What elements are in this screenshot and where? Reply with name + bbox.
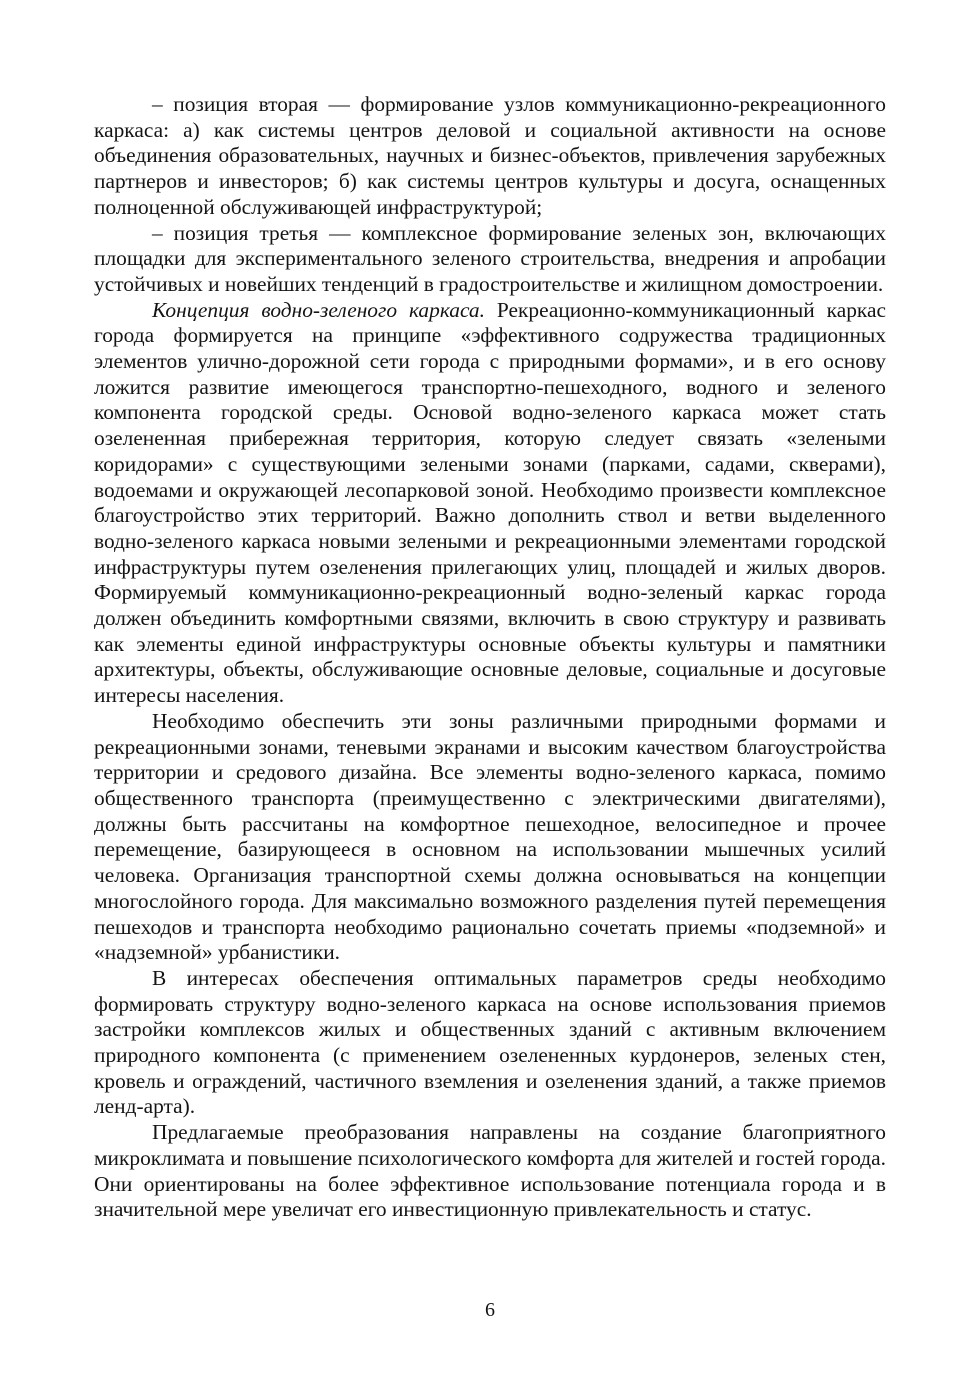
paragraph-proposed-transformations xyxy=(94,1120,886,1223)
paragraph-text: – позиция вторая — формирование узлов коммуникационно-рекреационного каркаса: а) как системы центров деловой и социальной активности на основе объединения образовательных, научных и бизнес-объектов, привлечения зарубежных партнеров и инвесторов; б) как системы центров культуры и досуга, оснащенных полноценной обслуживающей инфраструктурой; xyxy=(94,92,886,219)
paragraph-text: Рекреационно-коммуникационный каркас города формируется на принципе «эффективного содружества традиционных элементов улично-дорожной сети города с природными формами», и в его основу ложится развитие имеющегося транспортно-пешеходного, водного и зеленого компонента городской среды. Основой водно-зеленого каркаса может стать озелененная прибережная территория, которую следует связать «зелеными коридорами» с существующими зелеными зонами (парками, садами, скверами), водоемами и окружающей лесопарковой зоной. Необходимо произвести комплексное благоустройство этих территорий. Важно дополнить ствол и ветви выделенного водно-зеленого каркаса новыми зелеными и рекреационными элементами городской инфраструктуры путем озеленения прилегающих улиц, площадей и жилых дворов. Формируемый коммуникационно-рекреационный водно-зеленый каркас города должен объединить комфортными связями, включить в свою структуру и развивать как элементы единой инфраструктуры основные объекты культуры и памятники архитектуры, объекты, обслуживающие основные деловые, социальные и досуговые интересы населения. xyxy=(94,297,886,708)
paragraph-lead-italic: Концепция водно-зеленого каркаса. xyxy=(152,297,485,322)
paragraph-optimal-parameters xyxy=(94,966,886,1120)
paragraph-text: Предлагаемые преобразования направлены на создание благоприятного микроклимата и повышение психологического комфорта для жителей и гостей города. Они ориентированы на более эффективное использование потенциала города и в значительной мере увеличат его инвестиционную привлекательность и статус. xyxy=(94,1120,886,1222)
paragraph-position-two xyxy=(94,92,886,221)
paragraph-text: – позиция третья — комплексное формирование зеленых зон, включающих площадки для экспериментального зеленого строительства, внедрения и апробации устойчивых и новейших тенденций в градостроительстве и жилищном домостроении. xyxy=(94,220,886,296)
page-body xyxy=(94,92,886,1223)
paragraph-text: Необходимо обеспечить эти зоны различными природными формами и рекреационными зонами, теневыми экранами и высоким качеством благоустройства территории и средового дизайна. Все элементы водно-зеленого каркаса, помимо общественного транспорта (преимущественно с электрическими двигателями), должны быть рассчитаны на комфортное пешеходное, велосипедное и прочее перемещение, базирующееся в основном на использовании мышечных усилий человека. Организация транспортной схемы должна основываться на концепции многослойного города. Для максимально возможного разделения путей перемещения пешеходов и транспорта необходимо рационально сочетать приемы «подземной» и «надземной» урбанистики. xyxy=(94,708,886,965)
page-number: 6 xyxy=(485,1299,495,1321)
paragraph-text: В интересах обеспечения оптимальных параметров среды необходимо формировать структуру водно-зеленого каркаса на основе использования приемов застройки комплексов жилых и общественных зданий с активным включением природного компонента (с применением озелененных курдонеров, зеленых стен, кровель и ограждений, частичного вземления и озеленения зданий, а также приемов ленд-арта). xyxy=(94,965,886,1119)
paragraph-natural-forms xyxy=(94,709,886,966)
paragraph-water-green-concept xyxy=(94,298,886,709)
paragraph-position-three xyxy=(94,221,886,298)
